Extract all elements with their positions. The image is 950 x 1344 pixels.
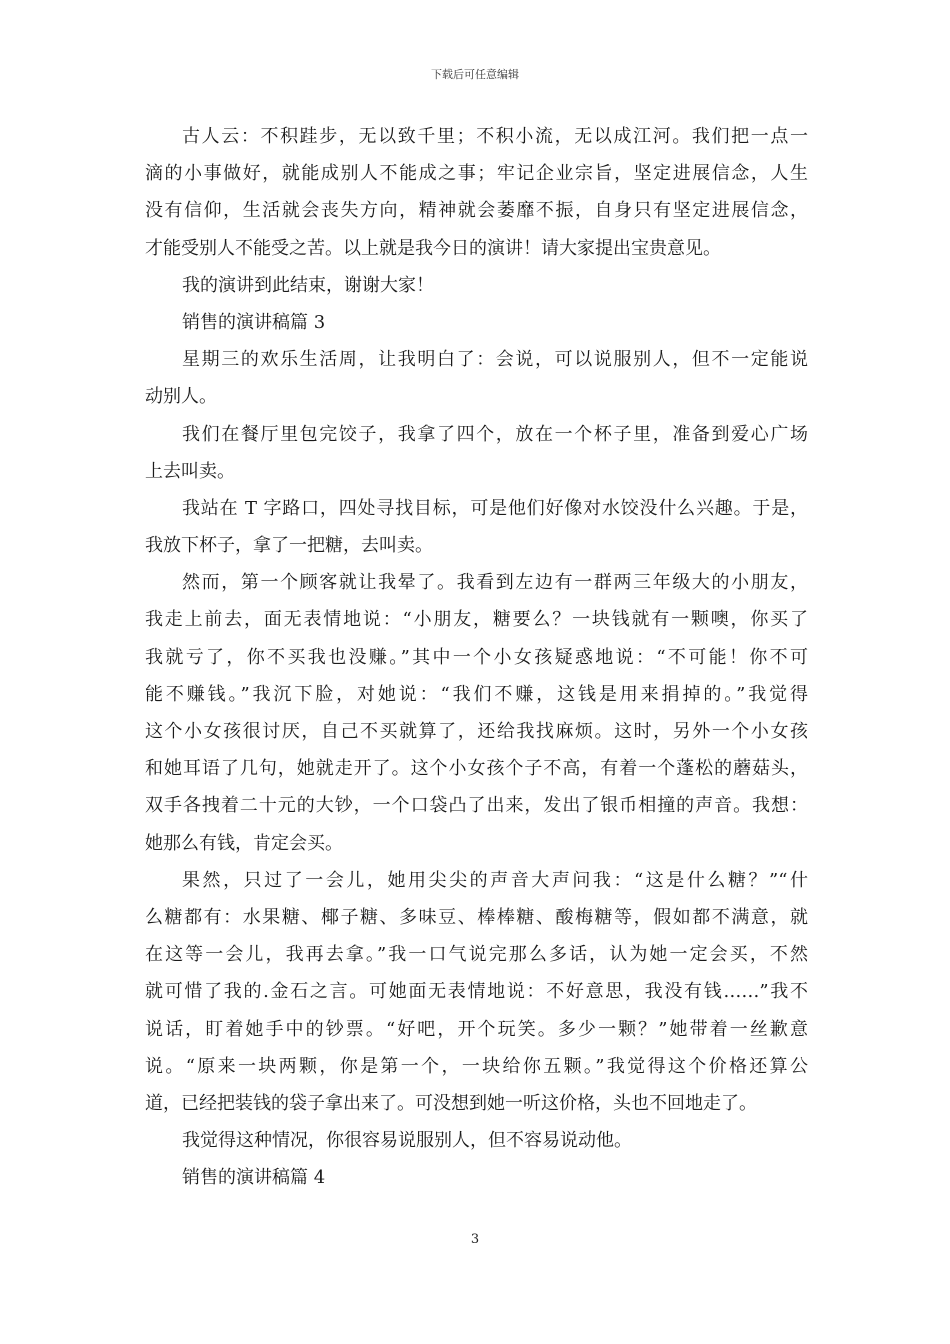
paragraph	[145, 564, 808, 862]
paragraph-line: 我站在 T 字路口，四处寻找目标，可是他们好像对水饺没什么兴趣。于是，	[182, 497, 808, 519]
paragraph-line: 道，已经把装钱的袋子拿出来了。可没想到她一听这价格，头也不回地走了。	[145, 1092, 757, 1114]
document-body	[145, 118, 808, 1196]
paragraph-line: 她那么有钱，肯定会买。	[145, 832, 343, 854]
paragraph	[145, 1159, 808, 1196]
paragraph	[145, 341, 808, 415]
paragraph	[145, 118, 808, 267]
paragraph-line: 销售的演讲稿篇 4	[182, 1167, 326, 1189]
paragraph-line: 说。“原来一块两颗，你是第一个，一块给你五颗。”我觉得这个价格还算公	[145, 1055, 808, 1077]
paragraph-line: 我觉得这种情况，你很容易说服别人，但不容易说动他。	[182, 1130, 632, 1152]
paragraph-line: 滴的小事做好，就能成别人不能成之事；牢记企业宗旨，坚定进展信念，人生	[145, 163, 808, 185]
paragraph-line: 双手各拽着二十元的大钞，一个口袋凸了出来，发出了银币相撞的声音。我想：	[145, 795, 808, 817]
paragraph-line: 在这等一会儿，我再去拿。”我一口气说完那么多话，认为她一定会买，不然	[145, 944, 808, 966]
paragraph-line: 才能受别人不能受之苦。以上就是我今日的演讲！请大家提出宝贵意见。	[145, 237, 721, 259]
paragraph-line: 动别人。	[145, 386, 217, 408]
paragraph	[145, 416, 808, 490]
paragraph-line: 我就亏了，你不买我也没赚。”其中一个小女孩疑惑地说：“不可能！你不可	[145, 646, 808, 668]
paragraph-line: 我放下杯子，拿了一把糖，去叫卖。	[145, 535, 433, 557]
paragraph	[145, 490, 808, 564]
page-header: 下载后可任意编辑	[431, 68, 519, 81]
paragraph-line: 上去叫卖。	[145, 460, 235, 482]
paragraph	[145, 267, 808, 304]
paragraph-line: 然而，第一个顾客就让我晕了。我看到左边有一群两三年级大的小朋友，	[182, 572, 808, 594]
paragraph-line: 销售的演讲稿篇 3	[182, 311, 326, 333]
paragraph-line: 和她耳语了几句，她就走开了。这个小女孩个子不高，有着一个蓬松的蘑菇头，	[145, 758, 808, 780]
page-number: 3	[470, 1232, 480, 1247]
paragraph-line: 没有信仰，生活就会丧失方向，精神就会萎靡不振，自身只有坚定进展信念，	[145, 200, 808, 222]
paragraph-line: 这个小女孩很讨厌，自己不买就算了，还给我找麻烦。这时，另外一个小女孩	[145, 721, 808, 742]
paragraph-line: 我的演讲到此结束，谢谢大家！	[182, 274, 434, 296]
paragraph-line: 说话，盯着她手中的钞票。“好吧，开个玩笑。多少一颗？”她带着一丝歉意	[145, 1018, 808, 1040]
paragraph-line: 么糖都有：水果糖、椰子糖、多味豆、棒棒糖、酸梅糖等，假如都不满意，就	[145, 906, 808, 928]
paragraph-line: 就可惜了我的.金石之言。可她面无表情地说：不好意思，我没有钱……”我不	[145, 981, 808, 1003]
paragraph-line: 古人云：不积跬步，无以致千里；不积小流，无以成江河。我们把一点一	[182, 126, 808, 147]
paragraph-line: 果然，只过了一会儿，她用尖尖的声音大声问我：“这是什么糖？”“什	[182, 869, 808, 891]
paragraph-line: 我们在餐厅里包完饺子，我拿了四个，放在一个杯子里，准备到爱心广场	[182, 423, 808, 445]
paragraph-line: 能不赚钱。”我沉下脸，对她说：“我们不赚，这钱是用来捐掉的。”我觉得	[145, 683, 808, 705]
paragraph	[145, 304, 808, 341]
paragraph-line: 我走上前去，面无表情地说：“小朋友，糖要么？一块钱就有一颗噢，你买了	[145, 609, 808, 631]
paragraph-line: 星期三的欢乐生活周，让我明白了：会说，可以说服别人，但不一定能说	[182, 349, 808, 371]
paragraph	[145, 862, 808, 1122]
paragraph	[145, 1122, 808, 1159]
